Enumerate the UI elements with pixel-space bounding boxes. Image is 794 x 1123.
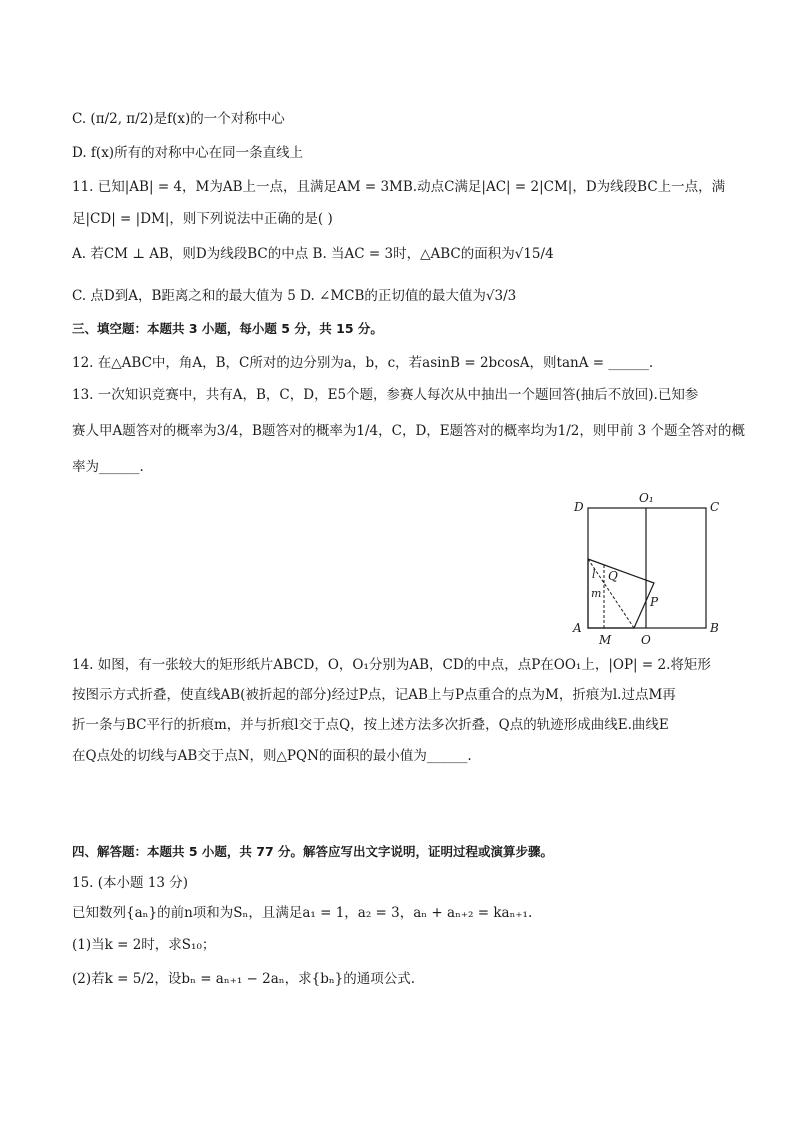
label-p: P [650,595,659,609]
folding-figure [564,492,734,652]
q14-line4: 在Q点处的切线与AB交于点N，则△PQN的面积的最小值为______. [72,748,472,764]
label-o: O [641,633,651,647]
label-l: l [592,568,596,581]
q11-options-cd: C. 点D到A，B距离之和的最大值为 5 D. ∠MCB的正切值的最大值为√3/3 [72,288,517,304]
q13-line1: 13. 一次知识竞赛中，共有A，B，C，D，E5个题，参赛人每次从中抽出一个题回答(抽后不放回).已知参 [72,387,699,403]
section-four-heading: 四、解答题：本题共 5 小题，共 77 分。解答应写出文字说明，证明过程或演算步骤。 [72,844,554,859]
q13-line3: 率为______. [72,459,144,475]
q14-line1: 14. 如图，有一张较大的矩形纸片ABCD，O，O₁分别为AB，CD的中点，点P在OO₁上，|OP| = 2.将矩形 [72,657,711,673]
label-o1: O₁ [639,492,654,505]
q15-stem: 已知数列{aₙ}的前n项和为Sₙ，且满足a₁ = 1，a₂ = 3，aₙ + aₙ₊₂ = kaₙ₊₁. [72,905,533,921]
line-10c: C. (π/2, π/2)是f(x)的一个对称中心 [72,111,285,127]
label-m-fold: m [591,587,602,600]
q14-line2: 按图示方式折叠，使直线AB(被折起的部分)经过P点，记AB上与P点重合的点为M，折痕为l.过点M再 [72,687,676,703]
label-d: D [574,500,584,514]
q11-options-ab: A. 若CM ⊥ AB，则D为线段BC的中点 B. 当AC = 3时，△ABC的面积为√15/4 [72,246,554,262]
q12: 12. 在△ABC中，角A，B，C所对的边分别为a，b，c，若asinB = 2bcosA，则tanA = ______. [72,355,654,371]
label-a: A [573,621,582,635]
q15-part1: (1)当k = 2时，求S₁₀； [72,937,216,953]
line-10d: D. f(x)所有的对称中心在同一条直线上 [72,145,304,161]
q14-line3: 折一条与BC平行的折痕m，并与折痕l交于点Q，按上述方法多次折叠，Q点的轨迹形成曲线E.曲线E [72,717,669,733]
q15-title: 15. (本小题 13 分) [72,875,189,891]
q13-line2: 赛人甲A题答对的概率为3/4，B题答对的概率为1/4，C，D，E题答对的概率均为1/2，则甲前 3 个题全答对的概 [72,423,746,439]
section-three-heading: 三、填空题：本题共 3 小题，每小题 5 分，共 15 分。 [72,321,383,336]
label-m: M [599,633,612,647]
label-q: Q [608,569,618,583]
q11-line2: 足|CD| = |DM|，则下列说法中正确的是( ) [72,211,333,227]
label-b: B [710,621,719,635]
label-c: C [710,500,720,514]
q11-line1: 11. 已知|AB| = 4，M为AB上一点，且满足AM = 3MB.动点C满足|AC| = 2|CM|，D为线段BC上一点，满 [72,179,726,195]
q15-part2: (2)若k = 5/2，设bₙ = aₙ₊₁ − 2aₙ，求{bₙ}的通项公式. [72,971,416,987]
rectangle-abcd [588,508,706,628]
